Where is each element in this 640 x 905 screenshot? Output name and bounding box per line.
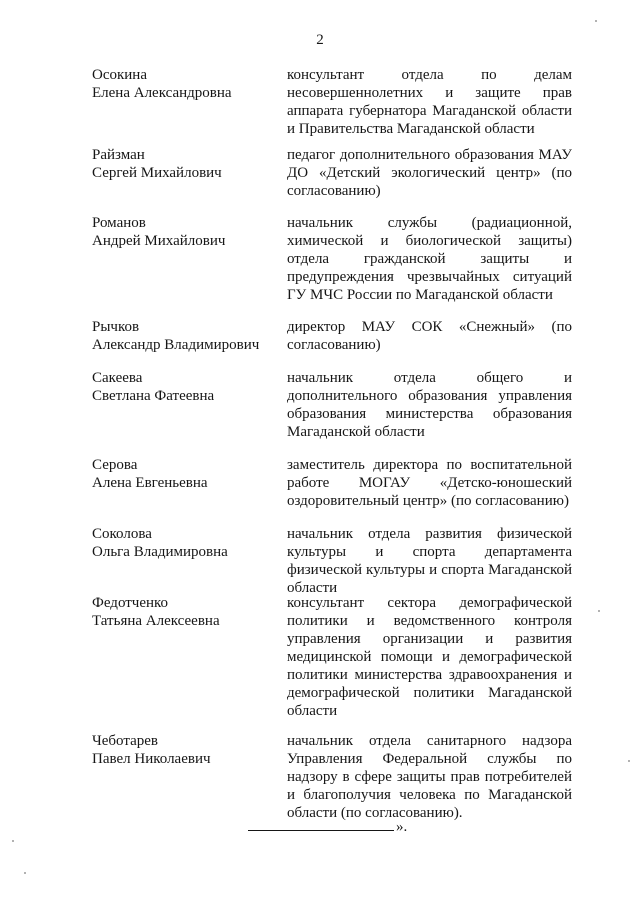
member-name [92, 594, 282, 630]
member-name [92, 318, 282, 354]
member-name [92, 214, 282, 250]
member-given-names: Татьяна Алексеевна [92, 613, 220, 629]
member-name [92, 146, 282, 182]
scan-speck [12, 840, 14, 842]
member-position: начальник службы (радиационной, химической и биологической защиты) отдела гражданской защиты и предупреждения чрезвычайных ситуаций ГУ МЧС России по Магаданской области [287, 215, 572, 303]
member-surname: Романов [92, 215, 146, 231]
member-given-names: Александр Владимирович [92, 337, 260, 353]
member-position: директор МАУ СОК «Снежный» (по согласованию) [287, 319, 572, 353]
member-position: консультант сектора демографической политики и ведомственного контроля управления организации и развития медицинской помощи и демографической политики министерства здравоохранения и демографической политики Магаданской области [287, 595, 572, 719]
member-name [92, 525, 282, 561]
member-given-names: Сергей Михайлович [92, 165, 222, 181]
member-position: педагог дополнительного образования МАУ ДО «Детский экологический центр» (по согласованию) [287, 147, 572, 199]
scan-speck [598, 610, 600, 612]
member-position: заместитель директора по воспитательной работе МОГАУ «Детско-юношеский оздоровительный центр» (по согласованию) [287, 457, 572, 509]
member-position: консультант отдела по делам несовершеннолетних и защите прав аппарата губернатора Магаданской области и Правительства Магаданской области [287, 67, 572, 137]
scan-speck [595, 20, 597, 22]
member-name [92, 369, 282, 405]
member-name [92, 732, 282, 768]
member-surname: Рычков [92, 319, 140, 335]
member-given-names: Елена Александровна [92, 85, 232, 101]
scan-speck [628, 760, 630, 762]
member-surname: Чеботарев [92, 733, 158, 749]
member-surname: Райзман [92, 147, 145, 163]
member-name [92, 456, 282, 492]
member-position: начальник отдела общего и дополнительного образования управления образования министерства образования Магаданской области [287, 370, 572, 440]
page-number: 2 [316, 32, 324, 48]
member-given-names: Алена Евгеньевна [92, 475, 208, 491]
closing-quote: ». [396, 819, 408, 835]
scan-speck [24, 872, 26, 874]
member-given-names: Светлана Фатеевна [92, 388, 215, 404]
member-name [92, 66, 282, 102]
member-surname: Сакеева [92, 370, 143, 386]
closing-line [248, 818, 407, 836]
member-position: начальник отдела санитарного надзора Управления Федеральной службы по надзору в сфере защиты прав потребителей и благополучия человека по Магаданской области (по согласованию). [287, 733, 572, 821]
signature-rule [248, 829, 394, 831]
member-surname: Федотченко [92, 595, 169, 611]
member-surname: Осокина [92, 67, 147, 83]
member-given-names: Андрей Михайлович [92, 233, 226, 249]
member-position: начальник отдела развития физической культуры и спорта департамента физической культуры и спорта Магаданской области [287, 526, 572, 596]
member-given-names: Ольга Владимировна [92, 544, 228, 560]
member-surname: Соколова [92, 526, 152, 542]
member-given-names: Павел Николаевич [92, 751, 211, 767]
member-surname: Серова [92, 457, 138, 473]
